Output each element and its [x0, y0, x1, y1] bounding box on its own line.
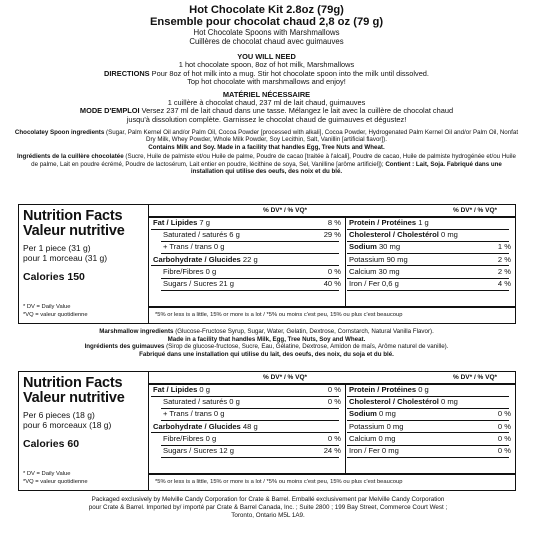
nf1-left-row-dv: 0 %: [327, 266, 341, 276]
nf1-left-row-rule: [151, 229, 339, 230]
mode-emploi-text: Versez 237 ml de lait chaud dans une tasse. Mélangez le lait avec la cuillère de chocolat chaud: [141, 106, 454, 116]
nf1-title-fr: Valeur nutritive: [23, 223, 125, 239]
materiel-heading: MATÉRIEL NÉCESSAIRE: [222, 89, 311, 99]
footer-line-1: Packaged exclusively by Melville Candy Corporation for Crate & Barrel. Emballé exclusivement par Melville Candy Corporation: [91, 496, 445, 503]
nf1-title-en: Nutrition Facts: [23, 208, 123, 224]
nf1-left-row-amount: 0 g: [213, 242, 225, 252]
nf1-left-row-rule: [161, 241, 339, 242]
nf1-dv-en: * DV = Daily Value: [23, 304, 71, 310]
marshmallow-ingredients-block: [0, 328, 533, 358]
nf2-right-row-label: Calcium 0 mg: [349, 433, 396, 443]
directions-text: Pour 8oz of hot milk into a mug. Stir hot chocolate spoon into the milk until dissolved.: [151, 68, 429, 78]
marshmallow-ingredients-fr: [0, 343, 533, 351]
mallow-allergen-en: Made in a facility that handles Milk, Egg, Tree Nuts, Soy and Wheat.: [167, 335, 366, 343]
nf1-left-row-rule: [161, 278, 339, 279]
nf2-right-row-rule: [347, 457, 509, 458]
nf1-left-row-amount: 6 g: [229, 230, 240, 240]
nf1-left-row-label: Sugars / Sucres 21 g: [163, 279, 234, 288]
nf2-col-header-right: % DV* / % VQ*: [453, 374, 498, 381]
nf1-left-row-label: Fibre/Fibres 0 g: [163, 266, 217, 276]
directions-label: DIRECTIONS: [104, 68, 150, 78]
nf2-right-row-amount: 0 g: [418, 385, 429, 394]
nf2-footnote-rule: [149, 473, 515, 475]
mode-emploi-2: jusqu'à dissolution complète. Garnissez le chocolat chaud de guimauves et dégustez!: [126, 114, 407, 124]
spoon-ingredients-fr: [0, 153, 533, 176]
nf1-left-row-label: Carbohydrate / Glucides 22 g: [153, 254, 258, 264]
nf2-left-row-rule: [161, 445, 339, 446]
nf2-left-row-dv: 0 %: [327, 385, 341, 394]
nf2-footnote: *5% or less is a little, 15% or more is a lot / *5% ou moins c'est peu, 15% ou plus c'est beaucoup: [155, 479, 403, 485]
nf1-left-panel: [19, 205, 149, 323]
mode-emploi-label: MODE D'EMPLOI: [79, 106, 140, 116]
nf1-right-row-amount: 30 mg: [378, 266, 400, 276]
spoon-ingredients-text-fr: (Sucre, Huile de palmiste et/ou Huile de palme, Poudre de cacao [traitée à l'alcali], Poudre de cacao, Huile de palmiste hydrogénée et/ou Huile de palme, Lait en poudre écrémé, Poudre de lactosérum, Lait entier en poudre, lécithine de soya, Sel, Vanilline [arôme artificiel]);: [31, 153, 516, 168]
nf2-right-row-rule: [347, 432, 509, 433]
mallow-text-en: (Glucose-Fructose Syrup, Sugar, Water, Gelatin, Dextrose, Cornstarch, Natural Vanilla Flavor).: [175, 328, 434, 335]
mallow-allergen-fr: Fabriqué dans une installation qui utilise du lait, des oeufs, des noix, du soja et du blé.: [139, 350, 394, 358]
nf1-serving-en: Per 1 piece (31 g): [23, 243, 91, 253]
nf1-right-row-label: Calcium 30 mg: [349, 266, 400, 276]
spoon-ingredients-label-fr: Ingrédients de la cuillère chocolatée: [17, 153, 124, 161]
nf2-left-row-amount: 0 g: [229, 397, 240, 407]
nf1-right-row-rule: [347, 290, 509, 291]
nf1-col-header-right: % DV* / % VQ*: [453, 207, 498, 214]
nf2-right-row-dv: 0 %: [497, 421, 511, 431]
product-title-fr: Ensemble pour chocolat chaud 2,8 oz (79 g): [149, 16, 384, 28]
nf2-left-row-label: Sugars / Sucres 12 g: [163, 446, 234, 455]
nf2-left-row-rule: [151, 396, 339, 397]
nf2-left-row-dv: 0 %: [327, 397, 341, 407]
nf1-left-row-amount: 0 g: [205, 266, 217, 276]
nf2-serving-en: Per 6 pieces (18 g): [23, 410, 95, 420]
nf2-right-row-rule: [347, 445, 509, 446]
nf1-right-row-rule: [347, 253, 509, 254]
nf1-right-row-amount: 90 mg: [386, 254, 408, 264]
nf2-column-divider: [345, 383, 346, 473]
nf1-left-row-dv: 29 %: [323, 230, 341, 240]
nf2-col-header-left: % DV* / % VQ*: [263, 374, 308, 381]
nf2-left-row-label: Saturated / saturés 0 g: [163, 397, 240, 407]
nf1-footnote: *5% or less is a little, 15% or more is a lot / *5% ou moins c'est peu, 15% ou plus c'est beaucoup: [155, 312, 403, 318]
nf2-right-row-amount: 0 mg: [378, 409, 396, 419]
nf1-right-row-rule: [347, 265, 509, 266]
marshmallow-ingredients-en: [0, 328, 533, 336]
nf2-calories: Calories 60: [23, 438, 80, 450]
nf2-right-row-amount: 0 mg: [441, 397, 458, 407]
nf2-left-row-amount: 0 g: [205, 433, 217, 443]
nf2-right-row-dv: 0 %: [497, 446, 511, 455]
nf2-title-fr: Valeur nutritive: [23, 390, 125, 406]
you-will-need-heading: YOU WILL NEED: [237, 52, 296, 61]
nf2-left-row-dv: 0 %: [327, 433, 341, 443]
nf2-right-row-dv: 0 %: [497, 433, 511, 443]
nf1-right-row-rule: [347, 241, 509, 242]
nf2-right-row-amount: 0 mg: [378, 433, 396, 443]
nf1-left-row-amount: 21 g: [219, 279, 234, 288]
nf2-left-row-label: + Trans / trans 0 g: [163, 409, 225, 419]
nf2-right-row-label: Protein / Protéines 0 g: [349, 385, 429, 394]
nf2-right-row-rule: [347, 420, 509, 421]
nf2-left-row-rule: [161, 457, 339, 458]
nf2-left-row-amount: 0 g: [213, 409, 225, 419]
nf2-vq-fr: *VQ = valeur quotidienne: [23, 479, 88, 485]
nf1-footnote-rule: [149, 306, 515, 308]
nf2-right-row-label: Sodium 0 mg: [349, 409, 396, 419]
spoon-ingredients-en: [0, 129, 533, 144]
nf1-right-row-dv: 2 %: [497, 266, 511, 276]
nf1-left-row-dv: 8 %: [327, 218, 341, 227]
nf1-vq-fr: *VQ = valeur quotidienne: [23, 312, 88, 318]
nf1-col-header-left: % DV* / % VQ*: [263, 207, 308, 214]
nf2-title-en: Nutrition Facts: [23, 375, 123, 391]
spoon-ingredients-label: Chocolatey Spoon ingredients: [14, 128, 105, 136]
nf2-right-row-amount: 0 mg: [381, 446, 399, 455]
nf2-right-row-label: Potassium 0 mg: [349, 421, 404, 431]
nf1-right-row-rule: [347, 229, 509, 230]
footer-packaging-info: [18, 496, 518, 520]
spoon-allergens-en: Contains Milk and Soy. Made in a facility that handles Egg, Tree Nuts and Wheat.: [148, 143, 385, 151]
nf1-right-row-amount: 1 g: [418, 218, 429, 227]
nf2-right-row-dv: 0 %: [497, 409, 511, 419]
nf1-right-row-amount: 0 mg: [441, 230, 458, 240]
nf2-left-row-label: Fat / Lipides 0 g: [153, 385, 210, 394]
nf2-left-row-rule: [161, 408, 339, 409]
nf1-right-row-label: Iron / Fer 0,6 g: [349, 279, 399, 288]
materiel-text: 1 cuillère à chocolat chaud, 237 ml de lait chaud, guimauves: [167, 97, 366, 107]
product-subtitle-fr: Cuillères de chocolat chaud avec guimauves: [189, 37, 344, 46]
you-will-need-text: 1 hot chocolate spoon, 8oz of hot milk, Marshmallows: [178, 60, 355, 69]
nf2-left-row-rule: [161, 420, 339, 421]
nf1-right-row-label: Protein / Protéines 1 g: [349, 218, 429, 227]
nf1-right-row-amount: 0,6 g: [381, 279, 399, 288]
mallow-label-fr: Ingrédients des guimauves: [84, 343, 165, 350]
mallow-label-en: Marshmallow ingredients: [99, 328, 174, 335]
product-subtitle-en: Hot Chocolate Spoons with Marshmallows: [193, 28, 340, 37]
nf1-right-row-dv: 4 %: [497, 279, 511, 288]
spoon-ingredients-text: (Sugar, Palm Kernel Oil and/or Palm Oil, Cocoa Powder [processed with alkali], Cocoa Powder, Hydrogenated Palm Kernel Oil and/or Palm Oil, Nonfat Dry Milk, Whey Powder, Whole Milk Powder, Soy Lecithin, Salt, Vanillin [artificial flavor]).: [106, 128, 519, 144]
mallow-text-fr: (Sirop de glucose-fructose, Sucre, Eau, Gélatine, Dextrose, Amidon de maïs, Arôme naturel de vanille).: [166, 343, 449, 350]
nf2-left-row-amount: 48 g: [242, 421, 258, 431]
nf2-dv-en: * DV = Daily Value: [23, 471, 71, 477]
directions-en-2: Top hot chocolate with marshmallows and enjoy!: [187, 77, 346, 87]
nf1-column-divider: [345, 216, 346, 306]
nf2-right-row-rule: [347, 396, 509, 397]
nf2-right-row-amount: 0 mg: [386, 421, 404, 431]
nf2-left-panel: [19, 372, 149, 490]
nf1-right-row-label: Cholesterol / Cholestérol 0 mg: [349, 230, 458, 240]
nf1-calories: Calories 150: [23, 271, 85, 283]
nf2-left-row-amount: 0 g: [199, 385, 210, 394]
nf2-left-row-label: Fibre/Fibres 0 g: [163, 433, 217, 443]
nf1-serving-fr: pour 1 morceau (31 g): [23, 253, 108, 263]
nf1-left-row-label: Fat / Lipides 7 g: [153, 218, 210, 227]
footer-line-2: pour Crate & Barrel. Imported by/ importé par Crate & Barrel Canada, Inc. ; Suite 2800 ; 199 Bay Street, Commerce Court West ;: [88, 504, 448, 511]
nf2-left-row-rule: [151, 432, 339, 433]
nf2-left-row-label: Carbohydrate / Glucides 48 g: [153, 421, 258, 431]
header-block: [0, 4, 533, 176]
product-title-en: Hot Chocolate Kit 2.8oz (79g): [189, 4, 344, 16]
nf2-serving-fr: pour 6 morceaux (18 g): [23, 420, 112, 430]
nf1-left-row-label: Saturated / saturés 6 g: [163, 230, 240, 240]
nutrition-facts-marshmallow: [18, 371, 516, 491]
nf1-left-row-dv: 40 %: [323, 279, 341, 288]
nf1-right-row-amount: 30 mg: [378, 242, 401, 252]
nf1-left-row-rule: [151, 265, 339, 266]
nf1-right-row-dv: 2 %: [497, 254, 511, 264]
nf1-left-row-label: + Trans / trans 0 g: [163, 242, 225, 252]
nf1-left-row-rule: [161, 290, 339, 291]
nutrition-facts-spoon: [18, 204, 516, 324]
nf1-left-row-amount: 22 g: [242, 254, 258, 264]
footer-line-3: Toronto, Ontario M5L 1A9.: [231, 512, 305, 519]
nf2-left-row-dv: 24 %: [323, 446, 341, 455]
nf1-right-row-dv: 1 %: [497, 242, 511, 252]
nf2-left-row-amount: 12 g: [219, 446, 234, 455]
spoon-allergens-fr: Contient : Lait, Soja. Fabriqué dans une installation qui utilise des oeufs, des noix et du blé.: [190, 160, 502, 176]
nf1-right-row-label: Sodium 30 mg: [349, 242, 401, 252]
nf1-right-row-label: Potassium 90 mg: [349, 254, 408, 264]
nf2-right-row-rule: [347, 408, 509, 409]
nf2-right-row-label: Iron / Fer 0 mg: [349, 446, 399, 455]
nf1-left-row-rule: [161, 253, 339, 254]
nf2-right-row-label: Cholesterol / Cholestérol 0 mg: [349, 397, 458, 407]
nf1-right-row-rule: [347, 278, 509, 279]
nf1-left-row-amount: 7 g: [199, 218, 210, 227]
